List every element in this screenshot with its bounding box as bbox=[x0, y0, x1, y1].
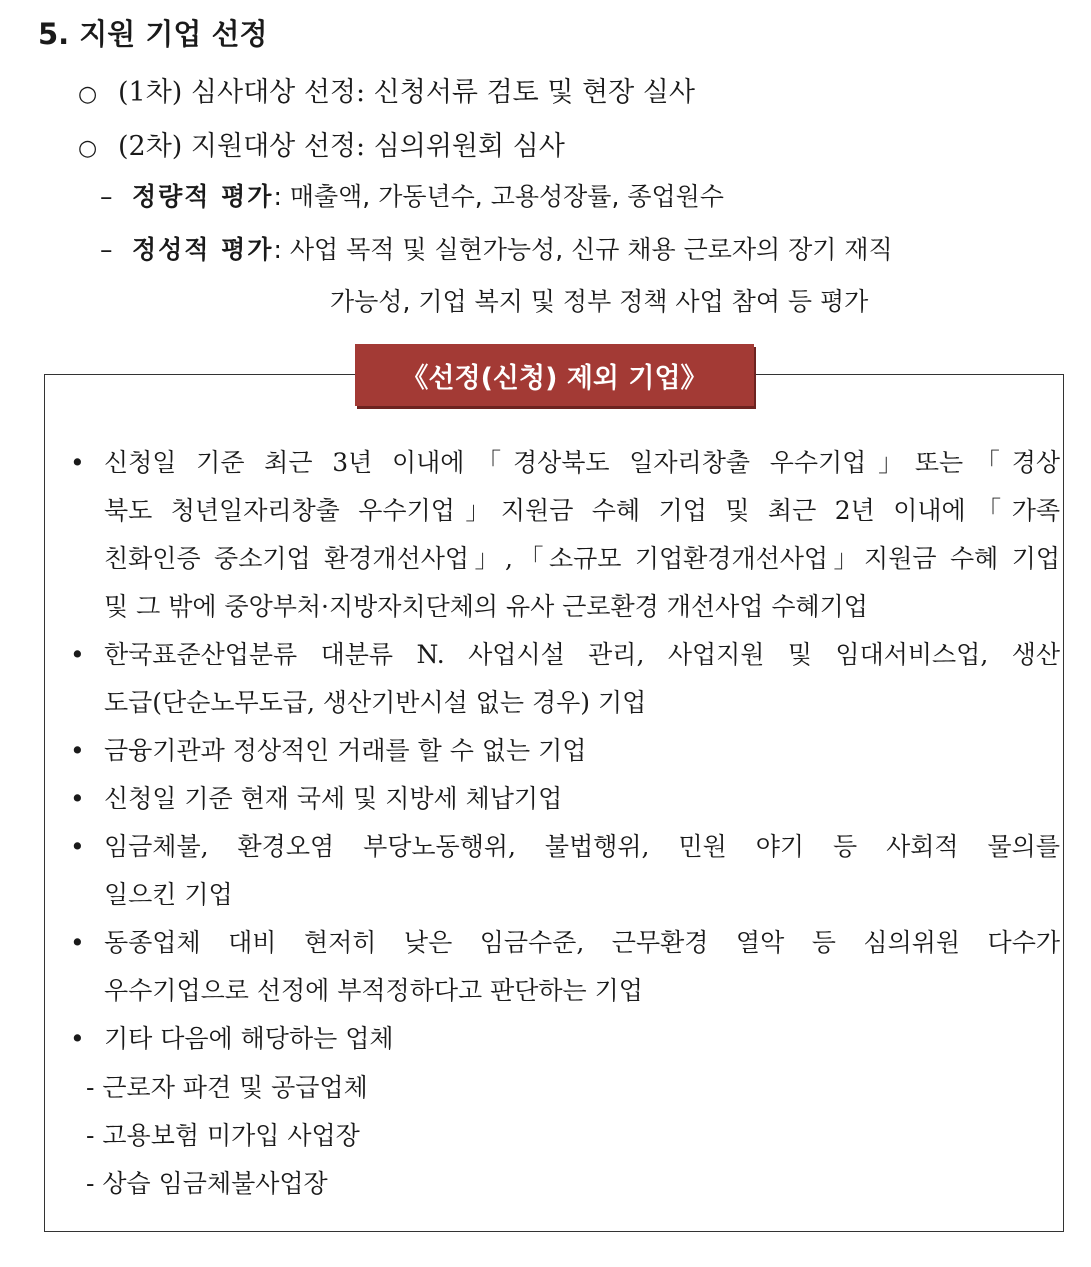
item-line: 신청일 기준 현재 국세 및 지방세 체납기업 bbox=[104, 784, 563, 813]
exclusion-box-title: 《선정(신청) 제외 기업》 bbox=[355, 344, 754, 406]
item-line: 및 그 밖에 중앙부처·지방자치단체의 유사 근로환경 개선사업 수혜기업 bbox=[104, 592, 868, 621]
criterion-text: 매출액, 가동년수, 고용성장률, 종업원수 bbox=[289, 182, 724, 211]
review-step-text: (1차) 심사대상 선정: 신청서류 검토 및 현장 실사 bbox=[118, 77, 695, 108]
exclusion-item bbox=[70, 1015, 1060, 1063]
criterion-separator: : bbox=[273, 182, 282, 211]
bullet-marker: • bbox=[70, 736, 85, 765]
item-line: 기타 다음에 해당하는 업체 bbox=[104, 1024, 394, 1053]
bullet-marker: • bbox=[70, 1024, 85, 1053]
review-step-2 bbox=[78, 124, 565, 163]
exclusion-item bbox=[70, 919, 1060, 1015]
bullet-marker: • bbox=[70, 928, 85, 957]
bullet-marker: • bbox=[70, 448, 85, 477]
exclusion-item bbox=[70, 775, 1060, 823]
bullet-marker: • bbox=[70, 784, 85, 813]
sub-item: - 상습 임금체불사업장 bbox=[86, 1169, 328, 1198]
item-line: 일으킨 기업 bbox=[104, 880, 233, 909]
exclusion-item bbox=[70, 727, 1060, 775]
item-line: 도급(단순노무도급, 생산기반시설 없는 경우) 기업 bbox=[104, 688, 647, 717]
dash-marker: – bbox=[100, 235, 113, 264]
item-line: 우수기업으로 선정에 부적정하다고 판단하는 기업 bbox=[104, 976, 643, 1005]
criterion-separator: : bbox=[273, 235, 282, 264]
section-heading: 5. 지원 기업 선정 bbox=[38, 17, 268, 51]
bullet-marker: • bbox=[70, 832, 85, 861]
item-line: 임금체불, 환경오염 부당노동행위, 불법행위, 민원 야기 등 사회적 물의를 bbox=[104, 832, 1060, 861]
dash-marker: – bbox=[100, 182, 113, 211]
criterion-quantitative bbox=[100, 177, 724, 213]
criterion-label: 정성적 평가 bbox=[132, 235, 274, 264]
review-step-text: (2차) 지원대상 선정: 심의위원회 심사 bbox=[118, 131, 565, 162]
item-line: 북도 청년일자리창출 우수기업」지원금 수혜 기업 및 최근 2년 이내에「가족 bbox=[104, 496, 1060, 525]
exclusion-item bbox=[70, 823, 1060, 919]
circle-marker: ○ bbox=[78, 82, 98, 107]
item-line: 동종업체 대비 현저히 낮은 임금수준, 근무환경 열악 등 심의위원 다수가 bbox=[104, 928, 1060, 957]
bullet-marker: • bbox=[70, 640, 85, 669]
sub-item: - 고용보험 미가입 사업장 bbox=[86, 1121, 360, 1150]
sub-item: - 근로자 파견 및 공급업체 bbox=[86, 1073, 368, 1102]
item-line: 금융기관과 정상적인 거래를 할 수 없는 기업 bbox=[104, 736, 587, 765]
item-line: 한국표준산업분류 대분류 N. 사업시설 관리, 사업지원 및 임대서비스업, 생산 bbox=[104, 640, 1060, 669]
exclusion-item bbox=[70, 631, 1060, 727]
exclusion-item bbox=[70, 439, 1060, 631]
item-line: 신청일 기준 최근 3년 이내에「경상북도 일자리창출 우수기업」또는「경상 bbox=[104, 448, 1060, 477]
item-line: 친화인증 중소기업 환경개선사업」,「소규모 기업환경개선사업」지원금 수혜 기업 bbox=[104, 544, 1060, 573]
criterion-qualitative bbox=[100, 230, 893, 266]
criterion-text: 사업 목적 및 실현가능성, 신규 채용 근로자의 장기 재직 bbox=[289, 235, 893, 264]
criterion-label: 정량적 평가 bbox=[132, 182, 274, 211]
review-step-1 bbox=[78, 70, 695, 109]
circle-marker: ○ bbox=[78, 136, 98, 161]
criterion-text-continued: 가능성, 기업 복지 및 정부 정책 사업 참여 등 평가 bbox=[330, 287, 869, 316]
